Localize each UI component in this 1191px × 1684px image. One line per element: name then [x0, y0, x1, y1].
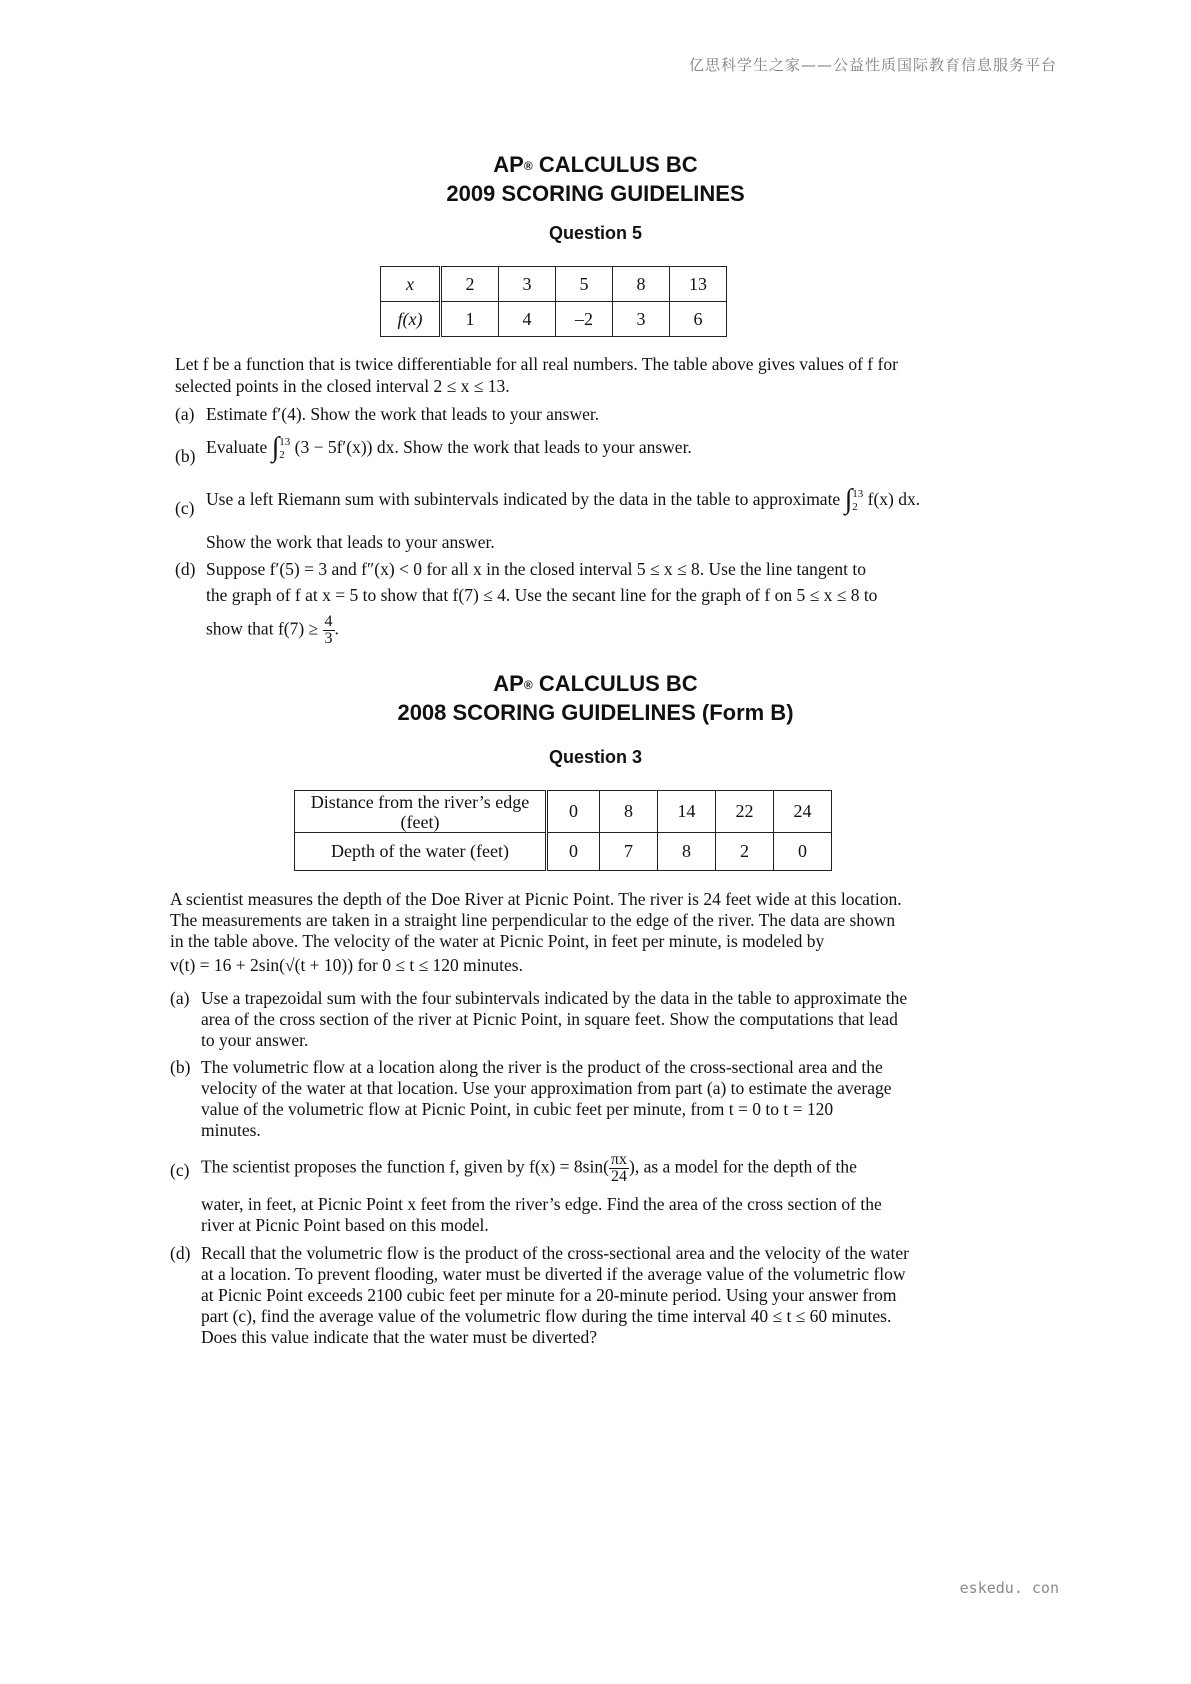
part-label: (a): [175, 404, 195, 424]
part-line: at a location. To prevent flooding, water must be diverted if the average value of the volumetric flow: [201, 1264, 906, 1284]
table-row-distance: [295, 791, 832, 833]
fraction: $\frac{\pi x}{24}$: [610, 1151, 627, 1185]
part-line: value of the volumetric flow at Picnic Point, in cubic feet per minute, from t = 0 to t = 120: [201, 1099, 834, 1119]
section1-part-b: [175, 432, 975, 476]
part-line: velocity of the water at that location. Use your approximation from part (a) to estimate the average: [201, 1078, 892, 1098]
row-label-depth: Depth of the water (feet): [295, 833, 547, 871]
depth-value: 7: [600, 833, 658, 871]
intro-line: v(t) = 16 + 2sin(√(t + 10)) for 0 ≤ t ≤ 120 minutes.: [170, 955, 523, 975]
section1-part-d: [175, 558, 975, 653]
depth-value: 2: [716, 833, 774, 871]
section2-title-year: 2008 SCORING GUIDELINES (Form B): [397, 700, 794, 725]
x-value: 5: [556, 267, 613, 302]
intro-line: selected points in the closed interval 2 ≤ x ≤ 13.: [175, 376, 510, 396]
site-header: 亿思科学生之家——公益性质国际教育信息服务平台: [688, 56, 1057, 74]
part-line: part (c), find the average value of the volumetric flow during the time interval 40 ≤ t ≤ 60 minutes.: [201, 1306, 892, 1326]
part-label: (d): [175, 559, 196, 579]
part-line: river at Picnic Point based on this model.: [201, 1215, 489, 1235]
fraction: $\frac{4}{3}$: [324, 613, 333, 647]
depth-value: 8: [658, 833, 716, 871]
integral-sign: ∫: [844, 484, 853, 515]
part-text-line2: the graph of f at x = 5 to show that f(7) ≤ 4. Use the secant line for the graph of f on 5 ≤ x ≤ 8 to: [206, 585, 878, 605]
part-label: (b): [175, 446, 196, 466]
distance-value: 0: [547, 791, 600, 833]
part-label: (c): [170, 1160, 190, 1180]
part-line: The volumetric flow at a location along the river is the product of the cross-sectional area and the: [201, 1057, 883, 1077]
registered-mark: ®: [523, 678, 533, 692]
intro-line: in the table above. The velocity of the water at Picnic Point, in feet per minute, is modeled by: [170, 931, 825, 951]
integral-sign: ∫: [271, 432, 280, 463]
section2-part-d: [170, 1243, 970, 1353]
section2-title: [0, 669, 1191, 727]
fx-value: 1: [441, 302, 499, 337]
section2-part-a: [170, 988, 970, 1054]
part-line: Does this value indicate that the water must be diverted?: [201, 1327, 598, 1347]
table-row-x: [381, 267, 727, 302]
part-text-line3: show that f(7) ≥ $\frac{4}{3}$ .: [206, 613, 339, 647]
integral-limits: 13 2: [852, 488, 864, 513]
part-text-post: f(x) dx.: [867, 489, 921, 510]
registered-mark: ®: [523, 159, 533, 173]
part-label: (b): [170, 1057, 191, 1077]
section1-part-a: [175, 403, 975, 427]
distance-value: 24: [774, 791, 832, 833]
part-line: Recall that the volumetric flow is the product of the cross-sectional area and the velocity of the water: [201, 1243, 910, 1263]
table-row-fx: [381, 302, 727, 337]
intro-line: The measurements are taken in a straight line perpendicular to the edge of the river. The data are shown: [170, 910, 896, 930]
row-label-distance: Distance from the river’s edge (feet): [295, 791, 547, 833]
row-label-x: x: [381, 267, 441, 302]
part-label: (d): [170, 1243, 191, 1263]
part-label: (c): [175, 498, 195, 518]
part-text-pre: Evaluate: [206, 437, 268, 458]
fx-value: 6: [670, 302, 727, 337]
section2-intro: [170, 889, 970, 976]
part-line: to your answer.: [201, 1030, 309, 1050]
part-text: [206, 484, 921, 515]
distance-value: 14: [658, 791, 716, 833]
part-text-post: (3 − 5f′(x)) dx. Show the work that leads to your answer.: [294, 437, 692, 458]
part-line: area of the cross section of the river at Picnic Point, in square feet. Show the computations that lead: [201, 1009, 898, 1029]
part-text-line1: Suppose f′(5) = 3 and f″(x) < 0 for all x in the closed interval 5 ≤ x ≤ 8. Use the line tangent to: [206, 559, 866, 579]
section1-intro: [175, 353, 955, 397]
part-text-line2: Show the work that leads to your answer.: [206, 532, 495, 552]
integral-limits: 13 2: [279, 436, 291, 461]
part-text: Estimate f′(4). Show the work that leads to your answer.: [206, 404, 600, 424]
section1-title-subject: CALCULUS BC: [532, 152, 698, 177]
distance-value: 22: [716, 791, 774, 833]
section1-title: [0, 150, 1191, 208]
section1-data-table: [380, 266, 727, 337]
section2-title-subject: CALCULUS BC: [532, 671, 698, 696]
section1-title-year: 2009 SCORING GUIDELINES: [446, 181, 745, 206]
x-value: 3: [499, 267, 556, 302]
section2-title-ap: AP: [493, 671, 524, 696]
row-label-fx: f(x): [381, 302, 441, 337]
section1-question-title: Question 5: [548, 223, 642, 243]
fx-value: 4: [499, 302, 556, 337]
x-value: 8: [613, 267, 670, 302]
part-line: Use a trapezoidal sum with the four subintervals indicated by the data in the table to approximate the: [201, 988, 908, 1008]
intro-line: A scientist measures the depth of the Doe River at Picnic Point. The river is 24 feet wide at this location.: [170, 889, 902, 909]
part-line: minutes.: [201, 1120, 261, 1140]
depth-value: 0: [547, 833, 600, 871]
section2-data-table: [294, 790, 832, 871]
fx-value: –2: [556, 302, 613, 337]
intro-line: Let f be a function that is twice differentiable for all real numbers. The table above gives values of f for: [175, 354, 898, 374]
section2-question-title: Question 3: [548, 747, 642, 767]
x-value: 2: [441, 267, 499, 302]
part-text-pre: Use a left Riemann sum with subintervals indicated by the data in the table to approximate: [206, 489, 841, 510]
x-value: 13: [670, 267, 727, 302]
site-footer-url[interactable]: eskedu. con: [959, 1579, 1059, 1597]
section2-part-b: [170, 1057, 970, 1143]
part-label: (a): [170, 988, 190, 1008]
depth-value: 0: [774, 833, 832, 871]
distance-value: 8: [600, 791, 658, 833]
table-row-depth: [295, 833, 832, 871]
section1-title-ap: AP: [493, 152, 524, 177]
part-text: [206, 432, 692, 463]
fx-value: 3: [613, 302, 670, 337]
section1-part-c: [175, 484, 975, 552]
part-line: The scientist proposes the function f, given by f(x) = 8sin( $\frac{\pi x}{24}$ ), as a model for the depth of the: [201, 1151, 857, 1185]
part-line: water, in feet, at Picnic Point x feet from the river’s edge. Find the area of the cross section of the: [201, 1194, 882, 1214]
part-line: at Picnic Point exceeds 2100 cubic feet per minute for a 20-minute period. Using your answer from: [201, 1285, 897, 1305]
section2-part-c: [170, 1152, 970, 1237]
